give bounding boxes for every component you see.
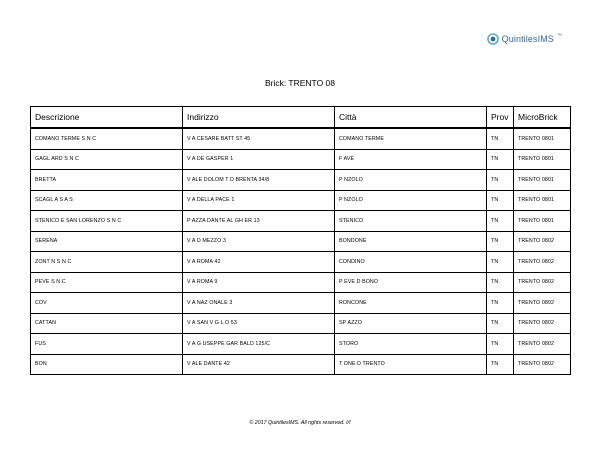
footer-copyright: © 2017 QuintilesIMS. All rights reserved. I/I — [249, 420, 351, 426]
cell-descrizione: SERENA — [31, 231, 183, 252]
cell-indirizzo: V A ROMA 42 — [183, 252, 335, 273]
cell-indirizzo: V A D MEZZO 3 — [183, 231, 335, 252]
cell-indirizzo: V A ROMA 9 — [183, 272, 335, 293]
cell-indirizzo: V A NAZ ONALE 3 — [183, 293, 335, 314]
cell-citta: F AVÉ — [335, 149, 487, 170]
cell-descrizione: STENICO E SAN LORENZO S N C — [31, 211, 183, 232]
cell-prov: TN — [487, 354, 514, 375]
cell-citta: SP AZZO — [335, 313, 487, 334]
cell-microbrick: TRENTO 0802 — [514, 272, 571, 293]
cell-microbrick: TRENTO 0802 — [514, 354, 571, 375]
cell-indirizzo: V A SAN V G L O 53 — [183, 313, 335, 334]
brick-table — [30, 106, 571, 375]
logo-trademark: ™ — [556, 33, 562, 39]
cell-descrizione: FUS — [31, 334, 183, 355]
cell-citta: P NZOLO — [335, 190, 487, 211]
cell-descrizione: ZONT N S N C — [31, 252, 183, 273]
table-row — [31, 231, 571, 252]
cell-microbrick: TRENTO 0801 — [514, 170, 571, 191]
cell-microbrick: TRENTO 0801 — [514, 190, 571, 211]
cell-indirizzo: V A DE GASPER 1 — [183, 149, 335, 170]
cell-citta: P NZOLO — [335, 170, 487, 191]
table-row — [31, 293, 571, 314]
cell-prov: TN — [487, 293, 514, 314]
table-body — [31, 128, 571, 375]
column-header-indirizzo: Indirizzo — [183, 107, 335, 129]
cell-prov: TN — [487, 231, 514, 252]
cell-citta: CONDINO — [335, 252, 487, 273]
cell-citta: BONDONE — [335, 231, 487, 252]
page-title: Brick: TRENTO 08 — [264, 78, 336, 88]
cell-descrizione: BON — [31, 354, 183, 375]
quintilesims-logo-icon — [487, 33, 499, 45]
table-row — [31, 334, 571, 355]
cell-indirizzo: V A G USEPPE GAR BALD 125/C — [183, 334, 335, 355]
cell-prov: TN — [487, 128, 514, 149]
cell-indirizzo: V ALE DOLOM T D BRENTA 34/8 — [183, 170, 335, 191]
cell-prov: TN — [487, 313, 514, 334]
cell-microbrick: TRENTO 0802 — [514, 334, 571, 355]
column-header-microbrick: MicroBrick — [514, 107, 571, 129]
cell-descrizione: COMANO TERME S N C — [31, 128, 183, 149]
cell-prov: TN — [487, 272, 514, 293]
cell-citta: STENICO — [335, 211, 487, 232]
table-header-row — [31, 107, 571, 129]
cell-citta: COMANO TERME — [335, 128, 487, 149]
column-header-citta: Città — [335, 107, 487, 129]
table-row — [31, 170, 571, 191]
table-row — [31, 149, 571, 170]
cell-descrizione: PEVE S N C — [31, 272, 183, 293]
cell-prov: TN — [487, 252, 514, 273]
cell-prov: TN — [487, 149, 514, 170]
cell-indirizzo: V A DELLA PACE 1 — [183, 190, 335, 211]
table-row — [31, 272, 571, 293]
cell-microbrick: TRENTO 0801 — [514, 211, 571, 232]
cell-citta: STORO — [335, 334, 487, 355]
cell-descrizione: BRETTA — [31, 170, 183, 191]
logo-text: QuintilesIMS — [501, 34, 554, 44]
cell-citta: P EVE D BONO — [335, 272, 487, 293]
cell-prov: TN — [487, 211, 514, 232]
cell-microbrick: TRENTO 0801 — [514, 128, 571, 149]
cell-indirizzo: P AZZA DANTE AL GH ER 13 — [183, 211, 335, 232]
cell-citta: RONCONE — [335, 293, 487, 314]
column-header-prov: Prov — [487, 107, 514, 129]
cell-descrizione: GAGL ARD S N C — [31, 149, 183, 170]
cell-microbrick: TRENTO 0802 — [514, 313, 571, 334]
cell-indirizzo: V A CESARE BATT ST 45 — [183, 128, 335, 149]
table-row — [31, 313, 571, 334]
cell-descrizione: CATTAN — [31, 313, 183, 334]
cell-prov: TN — [487, 334, 514, 355]
table-row — [31, 190, 571, 211]
column-header-descrizione: Descrizione — [31, 107, 183, 129]
cell-descrizione: COV — [31, 293, 183, 314]
cell-prov: TN — [487, 190, 514, 211]
quintilesims-logo — [487, 33, 562, 45]
cell-microbrick: TRENTO 0802 — [514, 252, 571, 273]
cell-prov: TN — [487, 170, 514, 191]
table-row — [31, 252, 571, 273]
cell-descrizione: SCAGL A S A S — [31, 190, 183, 211]
cell-microbrick: TRENTO 0802 — [514, 293, 571, 314]
cell-microbrick: TRENTO 0801 — [514, 149, 571, 170]
table-row — [31, 354, 571, 375]
cell-indirizzo: V ALE DANTE 42 — [183, 354, 335, 375]
table-row — [31, 211, 571, 232]
cell-microbrick: TRENTO 0802 — [514, 231, 571, 252]
table-row — [31, 128, 571, 149]
cell-citta: T ONE D TRENTO — [335, 354, 487, 375]
